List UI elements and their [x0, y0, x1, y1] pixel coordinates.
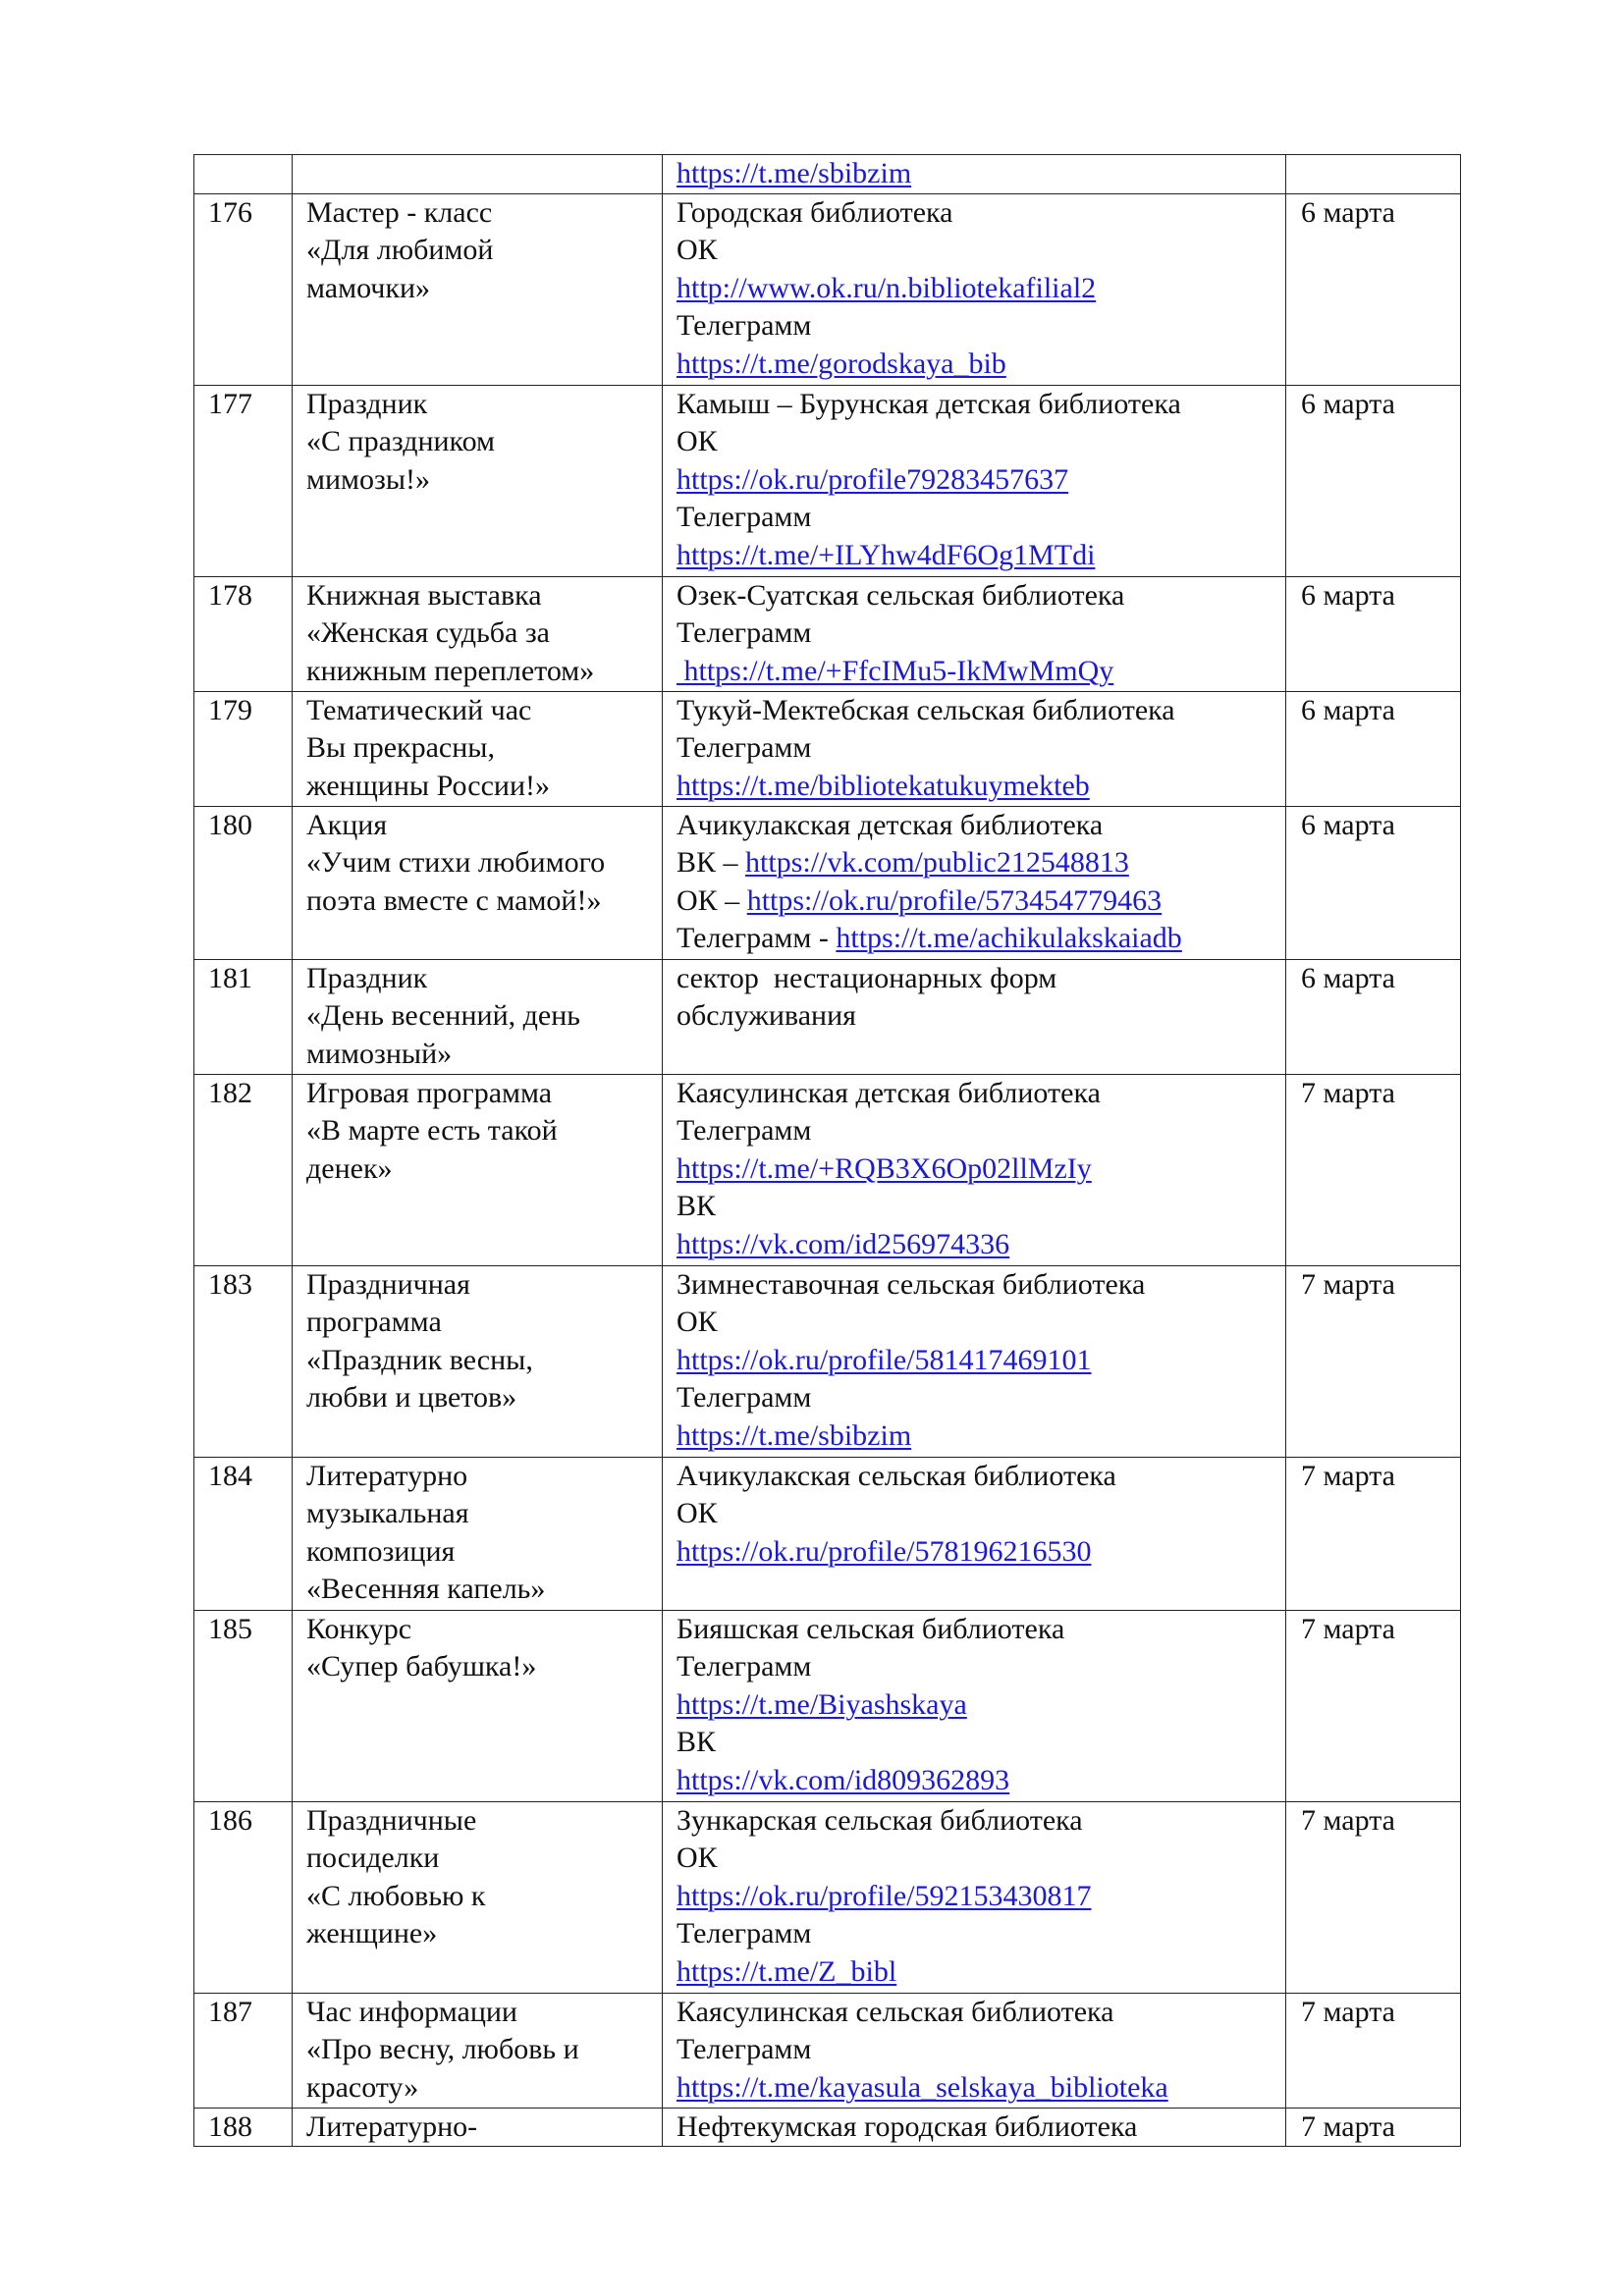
venue-line: Телеграмм	[677, 501, 812, 533]
venue-line	[677, 537, 1281, 575]
venue-line	[677, 1150, 1281, 1189]
event-cell	[293, 1610, 663, 1801]
event-line: «День весенний, день	[306, 999, 580, 1032]
social-link[interactable]: http://www.ok.ru/n.bibliotekafilial2	[677, 271, 1097, 304]
venue-line: Каясулинская сельская библиотека	[677, 1995, 1114, 2028]
social-link[interactable]: https://ok.ru/profile79283457637	[677, 462, 1069, 496]
social-link[interactable]: https://ok.ru/profile/578196216530	[677, 1534, 1092, 1568]
event-cell	[293, 1265, 663, 1457]
event-line: Конкурс	[306, 1612, 412, 1645]
date-cell: 7 марта	[1286, 1457, 1461, 1610]
row-number-cell: 187	[194, 1993, 293, 2108]
network-label: Телеграмм -	[677, 922, 837, 954]
row-number-cell: 182	[194, 1074, 293, 1265]
date-cell: 6 марта	[1286, 691, 1461, 806]
event-cell	[293, 959, 663, 1074]
venue-line: ОК	[677, 234, 718, 266]
row-number-cell	[194, 155, 293, 194]
social-link[interactable]: https://t.me/kayasula_selskaya_biblioteka	[677, 2070, 1168, 2104]
event-line: Мастер - класс	[306, 195, 493, 229]
event-line: книжным переплетом»	[306, 654, 595, 687]
event-cell	[293, 1993, 663, 2108]
venue-line: Телеграмм	[677, 309, 812, 342]
venue-cell	[663, 576, 1286, 691]
event-line: композиция	[306, 1534, 456, 1568]
event-line: Акция	[306, 808, 388, 841]
table-row	[194, 1265, 1461, 1457]
venue-line: обслуживания	[677, 999, 856, 1032]
social-link[interactable]: https://ok.ru/profile/592153430817	[677, 1879, 1092, 1912]
venue-line	[677, 155, 1281, 193]
event-cell	[293, 1457, 663, 1610]
event-cell	[293, 155, 663, 194]
venue-line	[677, 920, 1281, 958]
event-line: Праздничная	[306, 1267, 470, 1301]
row-number-cell: 186	[194, 1801, 293, 1993]
social-link[interactable]: https://vk.com/id809362893	[677, 1763, 1010, 1796]
event-line: «Учим стихи любимого	[306, 846, 606, 879]
social-link[interactable]: https://ok.ru/profile/581417469101	[677, 1343, 1092, 1376]
venue-line	[677, 1533, 1281, 1572]
venue-line	[677, 346, 1281, 384]
date-cell: 7 марта	[1286, 1801, 1461, 1993]
table-row	[194, 1457, 1461, 1610]
venue-line: Телеграмм	[677, 731, 812, 764]
venue-line: Зимнеставочная сельская библиотека	[677, 1267, 1146, 1301]
social-link[interactable]: https://t.me/sbibzim	[677, 157, 912, 189]
event-line: «Женская судьба за	[306, 616, 550, 649]
row-number-cell: 184	[194, 1457, 293, 1610]
social-link[interactable]: https://t.me/+ILYhw4dF6Og1MTdi	[677, 538, 1096, 571]
social-link[interactable]: https://t.me/+RQB3X6Op02llMzIy	[677, 1151, 1092, 1185]
events-table-body	[194, 155, 1461, 2147]
venue-line: Телеграмм	[677, 1114, 812, 1147]
venue-line: Каясулинская детская библиотека	[677, 1076, 1101, 1109]
social-link[interactable]: https://t.me/+FfcIMu5-IkMwMmQy	[677, 654, 1114, 687]
social-link[interactable]: https://t.me/achikulakskaiadb	[836, 922, 1182, 954]
event-line: «В марте есть такой	[306, 1114, 558, 1147]
table-row	[194, 155, 1461, 194]
social-link[interactable]: https://t.me/Z_bibl	[677, 1954, 897, 1988]
venue-line: сектор нестационарных форм	[677, 961, 1057, 994]
venue-cell	[663, 1074, 1286, 1265]
venue-line: ОК	[677, 1497, 718, 1529]
venue-line: Телеграмм	[677, 2033, 812, 2065]
venue-cell	[663, 2108, 1286, 2147]
event-line: мимозы!»	[306, 462, 431, 496]
venue-line	[677, 1226, 1281, 1264]
event-line: «Для любимой	[306, 234, 494, 266]
venue-cell	[663, 1993, 1286, 2108]
row-number-cell: 185	[194, 1610, 293, 1801]
table-row	[194, 576, 1461, 691]
event-line: программа	[306, 1306, 442, 1338]
venue-line: Бияшская сельская библиотека	[677, 1612, 1065, 1645]
venue-line	[677, 1342, 1281, 1380]
venue-line: Ачикулакская детская библиотека	[677, 808, 1104, 841]
event-cell	[293, 1801, 663, 1993]
venue-line	[677, 1762, 1281, 1800]
venue-line: ВК	[677, 1726, 717, 1758]
venue-line	[677, 882, 1281, 921]
network-label: ВК –	[677, 846, 746, 879]
event-line: женщине»	[306, 1917, 438, 1949]
venue-line: Телеграмм	[677, 1917, 812, 1949]
event-line: Праздник	[306, 387, 428, 420]
event-cell	[293, 385, 663, 576]
venue-line: ВК	[677, 1190, 717, 1222]
row-number-cell: 179	[194, 691, 293, 806]
venue-cell	[663, 806, 1286, 959]
date-cell: 6 марта	[1286, 806, 1461, 959]
venue-line	[677, 653, 1281, 691]
venue-line: Нефтекумская городская библиотека	[677, 2109, 1138, 2143]
table-row	[194, 1993, 1461, 2108]
venue-line	[677, 844, 1281, 882]
social-link[interactable]: https://ok.ru/profile/573454779463	[746, 883, 1163, 917]
date-cell: 7 марта	[1286, 1265, 1461, 1457]
event-line: «С любовью к	[306, 1879, 486, 1912]
venue-line: Тукуй-Мектебская сельская библиотека	[677, 693, 1175, 726]
venue-cell	[663, 385, 1286, 576]
venue-line: Ачикулакская сельская библиотека	[677, 1459, 1116, 1492]
event-line: «С праздником	[306, 425, 496, 457]
row-number-cell: 176	[194, 193, 293, 385]
row-number-cell: 181	[194, 959, 293, 1074]
date-cell: 7 марта	[1286, 2108, 1461, 2147]
row-number-cell: 188	[194, 2108, 293, 2147]
venue-line: Камыш – Бурунская детская библиотека	[677, 387, 1181, 420]
venue-line	[677, 1953, 1281, 1992]
event-line: Праздник	[306, 961, 428, 994]
event-cell	[293, 576, 663, 691]
event-line: Книжная выставка	[306, 578, 542, 612]
table-row	[194, 193, 1461, 385]
event-line: любви и цветов»	[306, 1381, 517, 1414]
social-link[interactable]: https://t.me/Biyashskaya	[677, 1687, 967, 1721]
venue-line: Телеграмм	[677, 1650, 812, 1682]
social-link[interactable]: https://t.me/gorodskaya_bib	[677, 347, 1006, 380]
venue-line: ОК	[677, 1306, 718, 1338]
event-line: «Про весну, любовь и	[306, 2033, 579, 2065]
social-link[interactable]: https://vk.com/id256974336	[677, 1227, 1010, 1260]
event-line: Литературно-	[306, 2109, 478, 2143]
date-cell: 7 марта	[1286, 1610, 1461, 1801]
venue-cell	[663, 959, 1286, 1074]
venue-line	[677, 2069, 1281, 2108]
venue-line	[677, 1686, 1281, 1725]
event-cell	[293, 2108, 663, 2147]
date-cell	[1286, 155, 1461, 194]
venue-line: Телеграмм	[677, 1381, 812, 1414]
event-line: «Супер бабушка!»	[306, 1650, 537, 1682]
events-table	[193, 154, 1461, 2147]
event-line: Литературно	[306, 1459, 468, 1492]
table-row	[194, 806, 1461, 959]
event-line: «Весенняя капель»	[306, 1573, 546, 1605]
table-row	[194, 1074, 1461, 1265]
venue-cell	[663, 691, 1286, 806]
venue-line: Городская библиотека	[677, 195, 953, 229]
event-line: посиделки	[306, 1842, 440, 1874]
venue-line	[677, 768, 1281, 806]
event-cell	[293, 806, 663, 959]
social-link[interactable]: https://t.me/sbibzim	[677, 1418, 912, 1452]
event-cell	[293, 1074, 663, 1265]
date-cell: 6 марта	[1286, 385, 1461, 576]
venue-cell	[663, 193, 1286, 385]
event-line: поэта вместе с мамой!»	[306, 883, 602, 917]
venue-line	[677, 1417, 1281, 1456]
table-row	[194, 2108, 1461, 2147]
event-cell	[293, 193, 663, 385]
venue-cell	[663, 1457, 1286, 1610]
venue-line	[677, 1878, 1281, 1916]
venue-line	[677, 461, 1281, 500]
table-row	[194, 691, 1461, 806]
row-number-cell: 180	[194, 806, 293, 959]
venue-line: ОК	[677, 425, 718, 457]
event-line: «Праздник весны,	[306, 1343, 533, 1376]
network-label: ОК –	[677, 883, 747, 917]
venue-line: Озек-Суатская сельская библиотека	[677, 578, 1125, 612]
event-line: Праздничные	[306, 1803, 477, 1837]
row-number-cell: 177	[194, 385, 293, 576]
date-cell: 6 марта	[1286, 576, 1461, 691]
venue-cell	[663, 155, 1286, 194]
venue-line: Зункарская сельская библиотека	[677, 1803, 1083, 1837]
event-line: денек»	[306, 1151, 393, 1185]
venue-cell	[663, 1610, 1286, 1801]
table-row	[194, 1610, 1461, 1801]
venue-cell	[663, 1801, 1286, 1993]
event-line: Тематический час	[306, 693, 532, 726]
event-line: Час информации	[306, 1995, 517, 2028]
social-link[interactable]: https://t.me/bibliotekatukuymekteb	[677, 769, 1090, 802]
table-row	[194, 1801, 1461, 1993]
venue-cell	[663, 1265, 1286, 1457]
date-cell: 6 марта	[1286, 193, 1461, 385]
event-line: Игровая программа	[306, 1076, 553, 1109]
row-number-cell: 178	[194, 576, 293, 691]
date-cell: 7 марта	[1286, 1993, 1461, 2108]
event-line: красоту»	[306, 2070, 419, 2104]
table-row	[194, 385, 1461, 576]
social-link[interactable]: https://vk.com/public212548813	[745, 846, 1129, 879]
event-line: мамочки»	[306, 271, 431, 304]
event-line: музыкальная	[306, 1497, 469, 1529]
venue-line	[677, 270, 1281, 308]
venue-line: Телеграмм	[677, 616, 812, 649]
event-cell	[293, 691, 663, 806]
event-line: Вы прекрасны,	[306, 731, 495, 764]
venue-line: ОК	[677, 1842, 718, 1874]
event-line: женщины России!»	[306, 769, 550, 802]
table-row	[194, 959, 1461, 1074]
row-number-cell: 183	[194, 1265, 293, 1457]
date-cell: 7 марта	[1286, 1074, 1461, 1265]
date-cell: 6 марта	[1286, 959, 1461, 1074]
event-line: мимозный»	[306, 1037, 453, 1070]
